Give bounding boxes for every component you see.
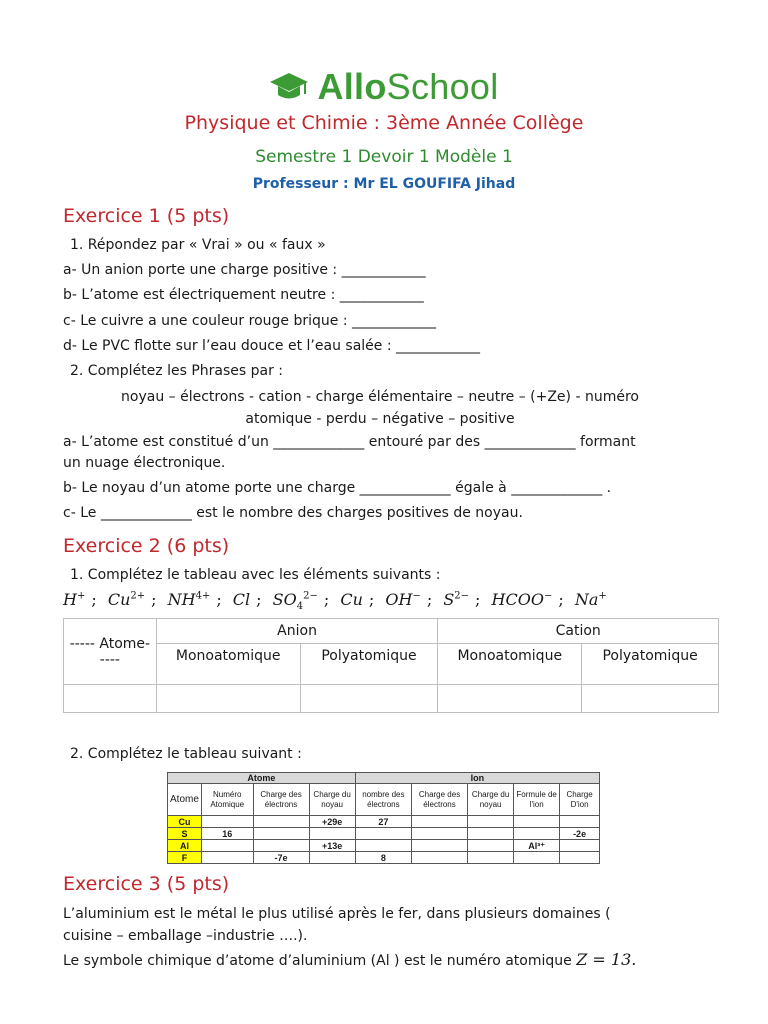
ex1-item-c: c- Le cuivre a une couleur rouge brique : ____________: [63, 313, 436, 329]
table2-cell: 27: [355, 816, 411, 828]
table2-cell[interactable]: [355, 840, 411, 852]
table2-cell[interactable]: [201, 816, 253, 828]
table1-answer-cell[interactable]: [300, 685, 438, 713]
table2-cell[interactable]: [201, 840, 253, 852]
species-cl: Cl: [232, 590, 251, 609]
ex3-paragraph-2-text: Le symbole chimique d’atome d’aluminium (Al ) est le numéro atomique: [63, 953, 577, 969]
table1-answer-cell[interactable]: [582, 685, 719, 713]
table1-anion-mono: Monoatomique: [156, 644, 300, 685]
species-cu-2plus: $Cu^{2+}$: [107, 590, 146, 609]
table2-atome-group: Atome: [168, 773, 356, 784]
table2-cell[interactable]: [412, 816, 468, 828]
table-row: [168, 840, 600, 852]
table2-cell[interactable]: [253, 828, 309, 840]
ex1-question-1: 1. Répondez par « Vrai » ou « faux »: [70, 237, 326, 253]
table2-cell[interactable]: [253, 840, 309, 852]
document-title: Physique et Chimie : 3ème Année Collège: [184, 112, 584, 134]
ex1-fill-a-line-2: un nuage électronique.: [63, 455, 226, 471]
table1-atome-header: ----- Atome-----: [64, 619, 157, 685]
ex1-question-2: 2. Complétez les Phrases par :: [70, 363, 284, 379]
table-row: [168, 852, 600, 864]
ex3-paragraph-1-line-2: cuisine – emballage –industrie ….).: [63, 928, 308, 944]
word-bank: [80, 386, 680, 430]
graduation-cap-icon: [269, 70, 309, 104]
table1-answer-cell[interactable]: [438, 685, 582, 713]
exercise-3-heading: Exercice 3 (5 pts): [63, 873, 230, 895]
table2-cell[interactable]: [468, 852, 514, 864]
table2-header: Charge des électrons: [412, 784, 468, 816]
table1-answer-cell[interactable]: [156, 685, 300, 713]
atom-ion-table: [167, 772, 600, 864]
species-cu: Cu: [340, 590, 363, 609]
table2-header: Charge des électrons: [253, 784, 309, 816]
classification-table: [63, 618, 719, 713]
table1-cation-poly: Polyatomique: [582, 644, 719, 685]
table1-cation-header: Cation: [438, 619, 719, 644]
table1-answer-cell[interactable]: [64, 685, 157, 713]
table1-anion-header: Anion: [156, 619, 438, 644]
species-nh4-plus: $NH^{4+}$: [167, 590, 211, 609]
table2-cell: 16: [201, 828, 253, 840]
table2-cell: +13e: [309, 840, 355, 852]
table2-cell[interactable]: [560, 840, 600, 852]
table2-ion-group: Ion: [355, 773, 599, 784]
table2-cell[interactable]: [468, 816, 514, 828]
table2-cell: 8: [355, 852, 411, 864]
table2-cell[interactable]: [514, 852, 560, 864]
table2-header: Charge du noyau: [468, 784, 514, 816]
word-bank-line-2: atomique - perdu – négative – positive: [245, 411, 515, 427]
table2-cell[interactable]: [309, 852, 355, 864]
ex3-paragraph-1-line-1: L’aluminium est le métal le plus utilisé après le fer, dans plusieurs domaines (: [63, 906, 611, 922]
table2-cell: +29e: [309, 816, 355, 828]
logo-wordmark: AlloSchool: [317, 66, 499, 107]
exercise-1-heading: Exercice 1 (5 pts): [63, 205, 230, 227]
table2-cell[interactable]: [468, 840, 514, 852]
species-hcoo-minus: HCOO−: [491, 590, 553, 609]
table1-cation-mono: Monoatomique: [438, 644, 582, 685]
species-oh-minus: OH−: [385, 590, 421, 609]
table2-cell: F: [168, 852, 202, 864]
table2-cell[interactable]: [514, 828, 560, 840]
table2-header: Atome: [168, 784, 202, 816]
table2-cell: -7e: [253, 852, 309, 864]
table2-cell: Al: [168, 840, 202, 852]
table2-cell: Cu: [168, 816, 202, 828]
table2-cell: Al³⁺: [514, 840, 560, 852]
atomic-number-formula: Z = 13.: [576, 950, 637, 969]
table2-header: nombre des électrons: [355, 784, 411, 816]
table2-cell: -2e: [560, 828, 600, 840]
table2-cell[interactable]: [468, 828, 514, 840]
document-subtitle: Semestre 1 Devoir 1 Modèle 1: [255, 147, 513, 167]
table2-cell[interactable]: [412, 828, 468, 840]
ex1-item-a: a- Un anion porte une charge positive : ____________: [63, 262, 426, 278]
ex1-fill-a-line-1: a- L’atome est constitué d’un _____________ entouré par des _____________ formant: [63, 434, 636, 450]
table2-cell[interactable]: [412, 840, 468, 852]
species-h-plus: H+: [63, 590, 86, 609]
table2-header: Charge du noyau: [309, 784, 355, 816]
table2-cell[interactable]: [309, 828, 355, 840]
word-bank-line-1: noyau – électrons - cation - charge élémentaire – neutre – (+Ze) - numéro: [121, 389, 639, 405]
ex3-paragraph-2: [63, 949, 703, 972]
table2-cell[interactable]: [412, 852, 468, 864]
ex1-item-b: b- L’atome est électriquement neutre : ____________: [63, 287, 424, 303]
table2-header: Numéro Atomique: [201, 784, 253, 816]
alloschool-logo: [0, 64, 768, 110]
ex1-item-d: d- Le PVC flotte sur l’eau douce et l’eau salée : ____________: [63, 338, 481, 354]
table2-cell[interactable]: [201, 852, 253, 864]
ex2-question-1: 1. Complétez le tableau avec les éléments suivants :: [70, 567, 441, 583]
species-s-2minus: $S^{2-}$: [443, 590, 470, 609]
table2-cell[interactable]: [560, 852, 600, 864]
table-row: [168, 828, 600, 840]
professor-name: Professeur : Mr EL GOUFIFA Jihad: [252, 176, 516, 192]
table2-cell[interactable]: [514, 816, 560, 828]
table2-cell: S: [168, 828, 202, 840]
table2-cell[interactable]: [560, 816, 600, 828]
ex1-fill-c: c- Le _____________ est le nombre des charges positives de noyau.: [63, 505, 523, 521]
table1-anion-poly: Polyatomique: [300, 644, 438, 685]
table2-cell[interactable]: [253, 816, 309, 828]
table2-header: Charge D'ion: [560, 784, 600, 816]
table-row: [168, 816, 600, 828]
species-na-plus: Na+: [574, 590, 607, 609]
ex2-question-2: 2. Complétez le tableau suivant :: [70, 746, 302, 762]
table2-header: Formule de l'ion: [514, 784, 560, 816]
species-list: H+ ; $Cu^{2+}$ ; $NH^{4+}$ ; Cl ; $SO_4^{2-}$ ; Cu ; OH− ; $S^{2-}$ ; HCOO− ; Na+: [63, 590, 607, 613]
ex1-fill-b: b- Le noyau d’un atome porte une charge _____________ égale à _____________ .: [63, 480, 612, 496]
exercise-2-heading: Exercice 2 (6 pts): [63, 535, 230, 557]
table2-cell[interactable]: [355, 828, 411, 840]
ex3-paragraph-1: [63, 903, 703, 947]
species-so4-2minus: $SO_4^{2-}$: [272, 590, 318, 613]
